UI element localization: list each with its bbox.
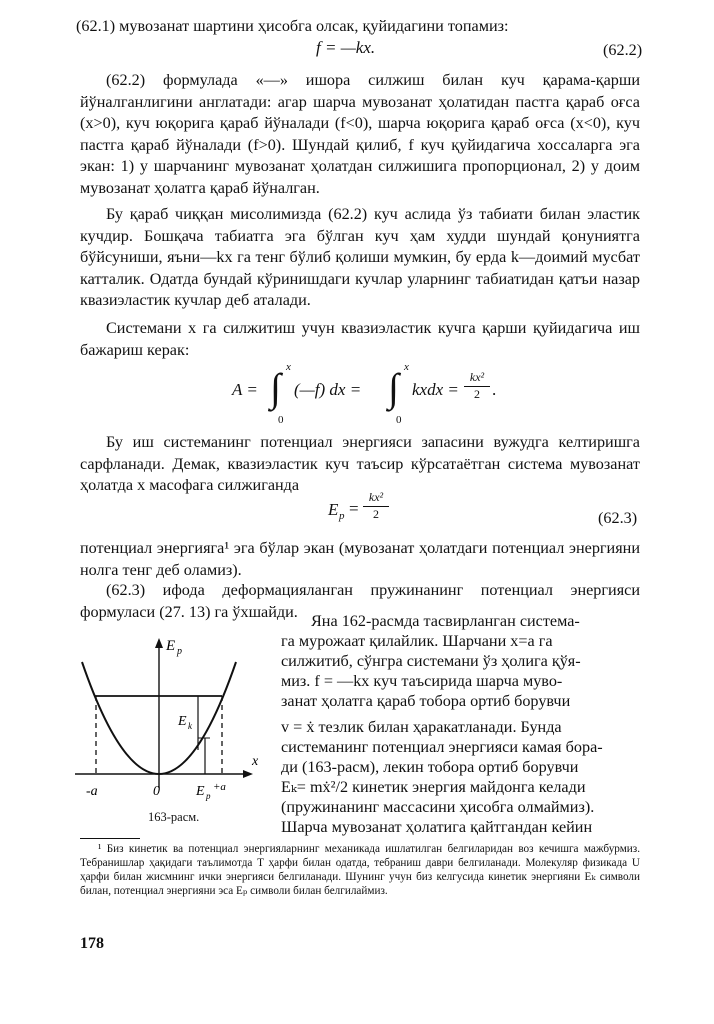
x-axis-label: x (252, 754, 259, 769)
integral-1-body: (—f) dx = (294, 380, 362, 399)
tick-label-ep: E (196, 784, 205, 799)
ek-label-sub: k (188, 721, 192, 731)
eq-62-3-numerator: kx² (363, 490, 389, 507)
integral-period: . (492, 380, 497, 399)
paragraph-energy: Бу иш системанинг потенциал энергияси запасини вужудга келтиришга сарфланади. Демак, квазиэластик куч таъсир кўрсатаётган система мувозанат ҳолатда x масофага силжиганда (80, 433, 640, 494)
paragraph-quasielastic: Бу қараб чиққан мисолимизда (62.2) куч аслида ўз табиати билан эластик кучдир. Бошқача табиатга эга бўлган куч ҳам худди шундай қонуниятга бўйсуниши, яъни—kx га тенг бўлиб қолиши мумкин, бу ерда k—доимий мусбат катталик. Одатда бундай кўринишдаги кучлар уларнинг табиатидан қатъи назар квазиэластик кучлар деб аталади. (80, 205, 640, 309)
integral-2-lower: 0 (396, 414, 402, 426)
fig-line-6: v = ẋ тезлик билан ҳаракатланади. Бунда (281, 718, 562, 736)
paragraph-after-formula: потенциал энергияга¹ эга бўлар экан (мувозанат ҳолатдаги потенциал энергияни нолга тенг деб оламиз). (80, 539, 640, 579)
eq-62-3-sub: p (339, 510, 345, 522)
integral-1-lower: 0 (278, 414, 284, 426)
integral-sign-1: ∫ (270, 365, 281, 410)
eq-62-3-fraction (363, 490, 389, 522)
page-number: 178 (80, 935, 104, 952)
equation-62-3 (328, 490, 398, 530)
fig-line-8: ди (163-расм), лекин тобора ортиб борувчи (281, 758, 579, 776)
equation-62-2: f = —kx. (316, 38, 376, 57)
y-axis-label: E (166, 638, 176, 654)
equation-number-62-2: (62.2) (603, 41, 643, 59)
footnote-marker: ¹ (98, 843, 102, 855)
footnote (80, 842, 640, 898)
integral-1-upper: x (286, 361, 291, 373)
eq-62-3-equals: = (349, 499, 359, 518)
fig-line-7: системанинг потенциал энергияси камая бора- (281, 738, 603, 756)
eq-62-3-denominator: 2 (373, 507, 379, 521)
paragraph-work: Системани x га силжитиш учун квазиэластик кучга қарши қуйидагича иш бажариш керак: (80, 319, 640, 359)
tick-label-ep-sub: p (206, 791, 211, 801)
x-axis-arrow (243, 770, 253, 778)
fig-line-3: силжитиб, сўнгра системани ўз ҳолига қўя- (281, 652, 581, 670)
y-axis-arrow (155, 638, 163, 648)
fig-line-10: (пружинанинг массасини ҳисобга олмаймиз). (281, 798, 595, 816)
integral-equation (232, 361, 532, 428)
fig-line-2: га мурожаат қилайлик. Шарчани x=a га (281, 632, 553, 650)
integral-fraction (464, 370, 490, 402)
tick-label-pos-a: +a (213, 781, 226, 793)
integral-sign-2: ∫ (388, 365, 399, 410)
integral-lhs: A = (232, 380, 258, 399)
integral-fraction-denominator: 2 (474, 387, 480, 401)
fig-line-5: занат ҳолатга қараб тобора ортиб борувчи (281, 692, 571, 710)
integral-fraction-numerator: kx² (464, 370, 490, 387)
integral-2-upper: x (404, 361, 409, 373)
tick-label-zero: 0 (153, 784, 160, 799)
fig-line-4: миз. f = —kx куч таъсирида шарча муво- (281, 672, 563, 690)
paragraph-sign-meaning: (62.2) формулада «—» ишора силжиш билан куч қарама-қарши йўналганлигини англатади: агар шарча мувозанат ҳолатидан пастга қараб оғса (x>0), куч юқорига қараб йўналади (f<0), шарча юқорига қараб оғса (x<0), куч пастга қараб йўналади (f>0). Шундай қилиб, f куч қуйидагича хоссаларга эга экан: 1) у шарчанинг мувозанат ҳолатдан силжишига пропорционал, 2) у доим мувозанат ҳолатга қараб йўналган. (80, 71, 640, 197)
equation-number-62-3: (62.3) (598, 509, 638, 527)
paragraph-spring: (62.3) ифода деформацияланган пружинанинг потенциал энергияси формуласи (27. 13) га ўхшайди. (80, 581, 640, 621)
footnote-text: Биз кинетик ва потенциал энергияларнинг механикада ишлатилган белгиларидан воз кечишга мажбурмиз. Тебранишлар ҳақидаги таълимотда T ҳарфи билан одатда, тебраниш даври белгиланади. Молекуляр физикада U ҳарфи билан жисмнинг ички энергияси белгиланади. Шунинг учун биз келгусида кинетик энергияни Eₖ символи билан, потенциал энергияни эса Eₚ символи билан белгилаймиз. (80, 843, 640, 897)
energy-parabola-figure (70, 630, 270, 810)
fig-line-9: Eₖ= mẋ²/2 кинетик энергия майдонга келади (281, 778, 586, 796)
footnote-separator (80, 838, 140, 839)
opening-line: (62.1) мувозанат шартини ҳисобга олсак, қуйидагини топамиз: (76, 17, 509, 35)
ek-label: E (178, 714, 187, 729)
fig-line-11: Шарча мувозанат ҳолатига қайтгандан кейин (281, 818, 593, 836)
fig-line-1: Яна 162-расмда тасвирланган система- (311, 612, 580, 630)
integral-2-body: kxdx = (412, 380, 459, 399)
y-axis-label-sub: p (177, 646, 182, 657)
eq-62-3-lhs: E (328, 500, 339, 519)
tick-label-neg-a: -a (86, 784, 98, 799)
figure-caption: 163-расм. (148, 810, 200, 824)
